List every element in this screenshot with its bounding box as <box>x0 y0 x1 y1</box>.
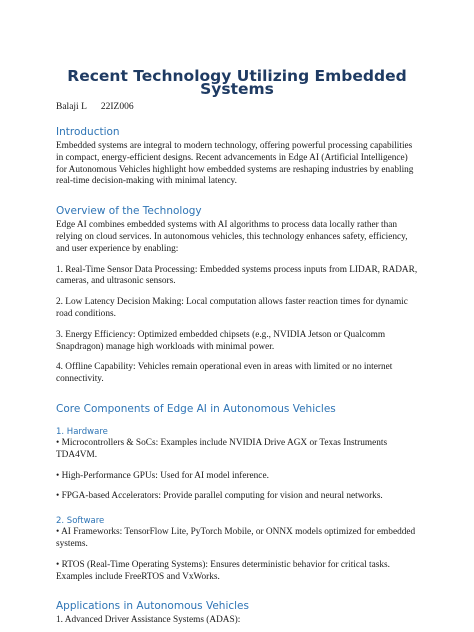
applications-item: 1. Advanced Driver Assistance Systems (ADAS): <box>56 615 241 626</box>
software-item: • AI Frameworks: TensorFlow Lite, PyTorch Mobile, or ONNX models optimized for embedded systems. <box>56 527 416 549</box>
overview-item: 3. Energy Efficiency: Optimized embedded chipsets (e.g., NVIDIA Jetson or Qualcomm Snapdragon) manage high workloads with minimal power. <box>56 329 386 352</box>
overview-heading: Overview of the Technology <box>56 205 202 218</box>
hardware-item: • High-Performance GPUs: Used for AI model inference. <box>56 470 269 481</box>
roll-number: 22IZ006 <box>100 102 134 112</box>
author-name: Balaji L <box>56 102 87 112</box>
overview-item: 4. Offline Capability: Vehicles remain operational even in areas with limited or no internet connectivity. <box>56 362 393 385</box>
byline <box>56 102 418 112</box>
overview-item: 2. Low Latency Decision Making: Local computation allows faster reaction times for dynamic road conditions. <box>56 297 408 319</box>
hardware-heading: 1. Hardware <box>56 426 108 437</box>
software-item: • RTOS (Real-Time Operating Systems): Ensures deterministic behavior for critical tasks. Examples include FreeRTOS and VxWorks. <box>56 559 390 582</box>
document-title: Recent Technology Utilizing Embedded Systems <box>67 67 407 98</box>
introduction-heading: Introduction <box>56 126 120 138</box>
hardware-item: • Microcontrollers & SoCs: Examples include NVIDIA Drive AGX or Texas Instruments TDA4VM. <box>56 437 388 460</box>
applications-heading: Applications in Autonomous Vehicles <box>56 600 249 613</box>
core-components-heading: Core Components of Edge AI in Autonomous Vehicles <box>56 402 336 415</box>
introduction-text: Embedded systems are integral to modern technology, offering powerful processing capabilities in compact, energy-efficient designs. Recent advancements in Edge AI (Artificial Intelligence) for Autonomous Vehicles highlight how embedded systems are reshaping industries by enabling real-time decision-making with minimal latency. <box>56 141 414 187</box>
software-heading: 2. Software <box>56 516 105 527</box>
overview-intro: Edge AI combines embedded systems with AI algorithms to process data locally rather than relying on cloud services. In autonomous vehicles, this technology enhances safety, efficiency, and user experience by enabling: <box>56 220 408 254</box>
hardware-item: • FPGA-based Accelerators: Provide parallel computing for vision and neural networks. <box>56 491 383 502</box>
overview-item: 1. Real-Time Sensor Data Processing: Embedded systems process inputs from LIDAR, RADAR, cameras, and ultrasonic sensors. <box>56 264 418 287</box>
